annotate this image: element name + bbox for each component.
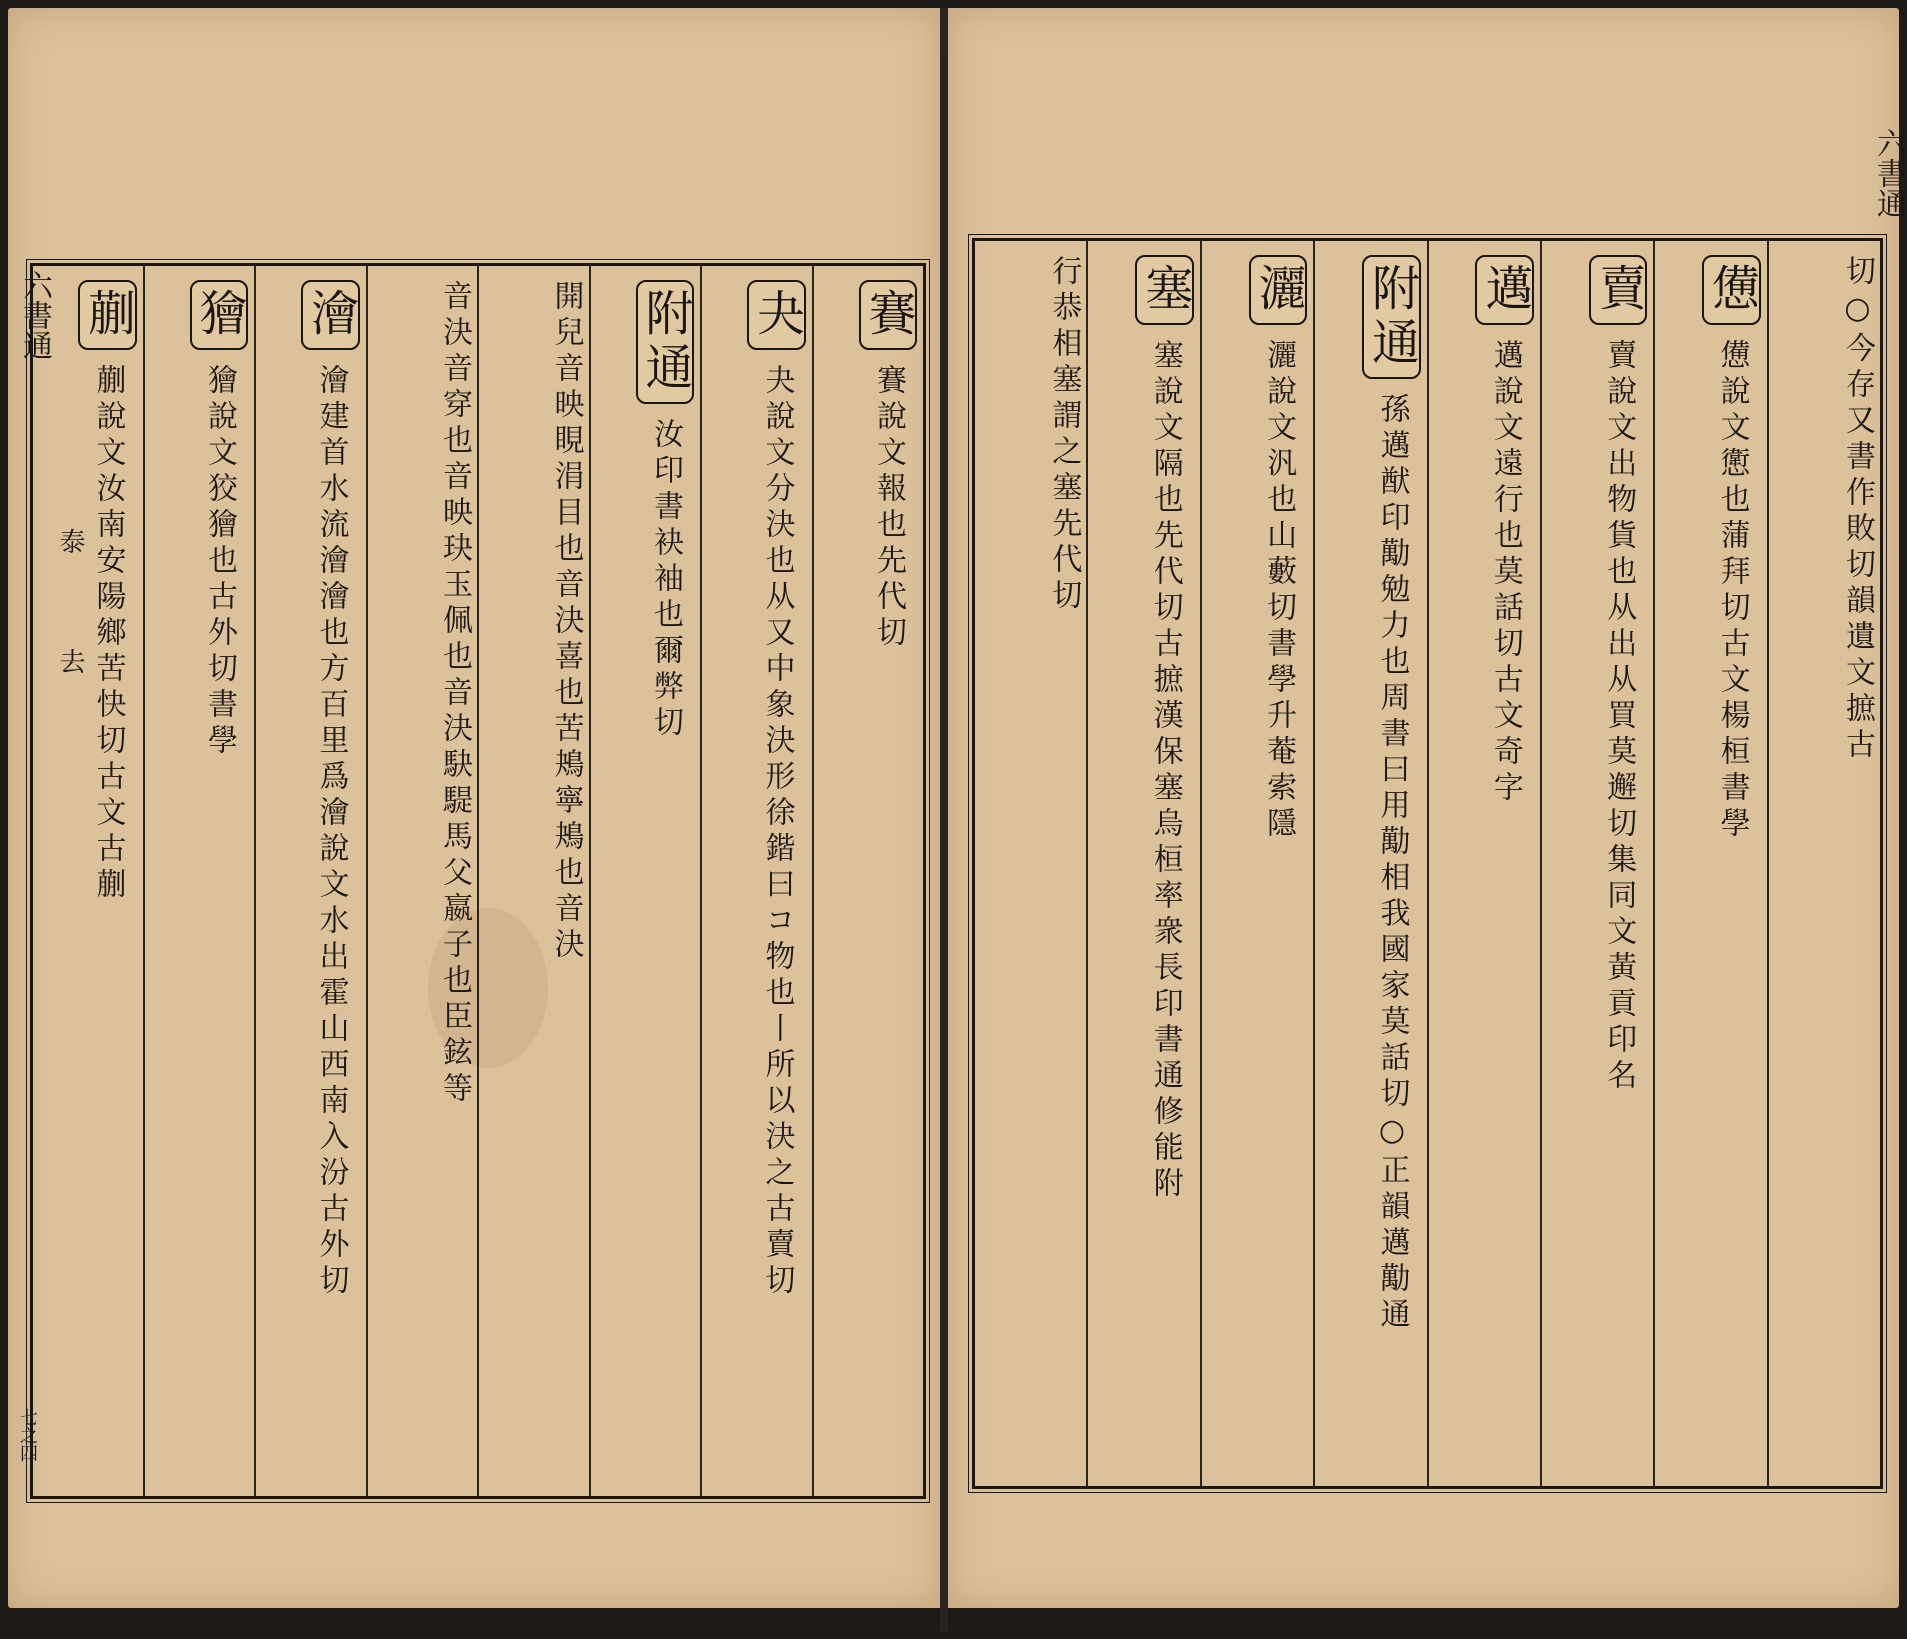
right-column-7 <box>1086 241 1199 1486</box>
left-page <box>8 8 940 1608</box>
tone-label: 泰 <box>55 528 85 554</box>
entry-head: 塞 <box>1135 255 1193 325</box>
right-column-6 <box>1200 241 1313 1486</box>
folio-number: 七之四 <box>17 1408 38 1462</box>
right-column-3 <box>1540 241 1653 1486</box>
entry-head: 澮 <box>301 280 359 350</box>
entry-text: 蒯說文汝南安陽鄉苦快切古文古蒯 <box>90 364 126 904</box>
left-page-columns <box>33 266 923 1496</box>
left-column-7 <box>143 266 255 1496</box>
left-column-3 <box>589 266 701 1496</box>
entry-head: 灑 <box>1249 255 1307 325</box>
entry-text: 行恭相塞謂之塞先代切 <box>1046 255 1082 615</box>
entry-head: 附通 <box>1362 255 1420 379</box>
left-page-frame <box>30 263 926 1499</box>
entry-text: 賽說文報也先代切 <box>871 364 906 652</box>
entry-head: 憊 <box>1702 255 1760 325</box>
entry-text: 汝印書袂袖也爾弊切 <box>648 418 683 742</box>
entry-head: 獪 <box>190 280 248 350</box>
entry-head: 附通 <box>636 280 694 404</box>
entry-head: 蒯 <box>78 280 136 350</box>
entry-text: 獪說文狡獪也古外切書學 <box>202 364 237 760</box>
tone-label-2: 去 <box>55 648 85 674</box>
right-column-5 <box>1313 241 1426 1486</box>
entry-head: 夬 <box>747 280 805 350</box>
entry-head: 賽 <box>859 280 917 350</box>
entry-text: 憊說文㦣也蒲拜切古文楊桓書學 <box>1714 339 1750 843</box>
entry-text: 塞說文隔也先代切古摭漢保塞烏桓率衆長印書通修能附 <box>1147 339 1183 1203</box>
entry-head: 賣 <box>1589 255 1647 325</box>
left-running-title: 六書通 <box>17 270 52 360</box>
right-page <box>948 8 1906 1608</box>
entry-text: 賣說文出物貨也从出从買莫邂切集同文黃貢印名 <box>1601 339 1637 1095</box>
entry-text: 澮建首水流澮澮也方百里爲澮說文水出霍山西南入汾古外切 <box>313 364 349 1300</box>
right-page-columns <box>975 241 1880 1486</box>
entry-text: 灑說文汎也山藪切書學升菴索隱 <box>1261 339 1297 843</box>
left-column-1 <box>812 266 924 1496</box>
left-column-6 <box>254 266 366 1496</box>
left-column-5 <box>366 266 478 1496</box>
right-page-frame <box>972 238 1883 1489</box>
entry-text: 夬說文分決也从又中象決形徐鍇曰コ物也丨所以決之古賣切 <box>759 364 795 1300</box>
open-book <box>8 8 1906 1631</box>
left-column-8 <box>33 266 143 1496</box>
entry-text: 孫邁猷印勱勉力也周書曰用勱相我國家莫話切○正韻邁勱通 <box>1374 393 1410 1334</box>
entry-text: 切○今存又書作敗切韻遺文摭古 <box>1840 255 1875 764</box>
right-column-1 <box>1767 241 1880 1486</box>
right-column-2 <box>1653 241 1766 1486</box>
right-column-8 <box>975 241 1086 1486</box>
right-running-title: 六書通 <box>1871 128 1906 218</box>
book-gutter <box>940 8 948 1631</box>
entry-text: 音決音穿也音映玦玉佩也音決駃騠馬父嬴子也臣鉉等 <box>437 280 472 1108</box>
left-column-4 <box>477 266 589 1496</box>
entry-head: 邁 <box>1475 255 1533 325</box>
right-column-4 <box>1427 241 1540 1486</box>
left-column-2 <box>700 266 812 1496</box>
entry-text: 邁說文遠行也莫話切古文奇字 <box>1487 339 1523 807</box>
entry-text: 開兒音映睍涓目也音決喜也苦鴂寧鴂也音決 <box>548 280 584 964</box>
